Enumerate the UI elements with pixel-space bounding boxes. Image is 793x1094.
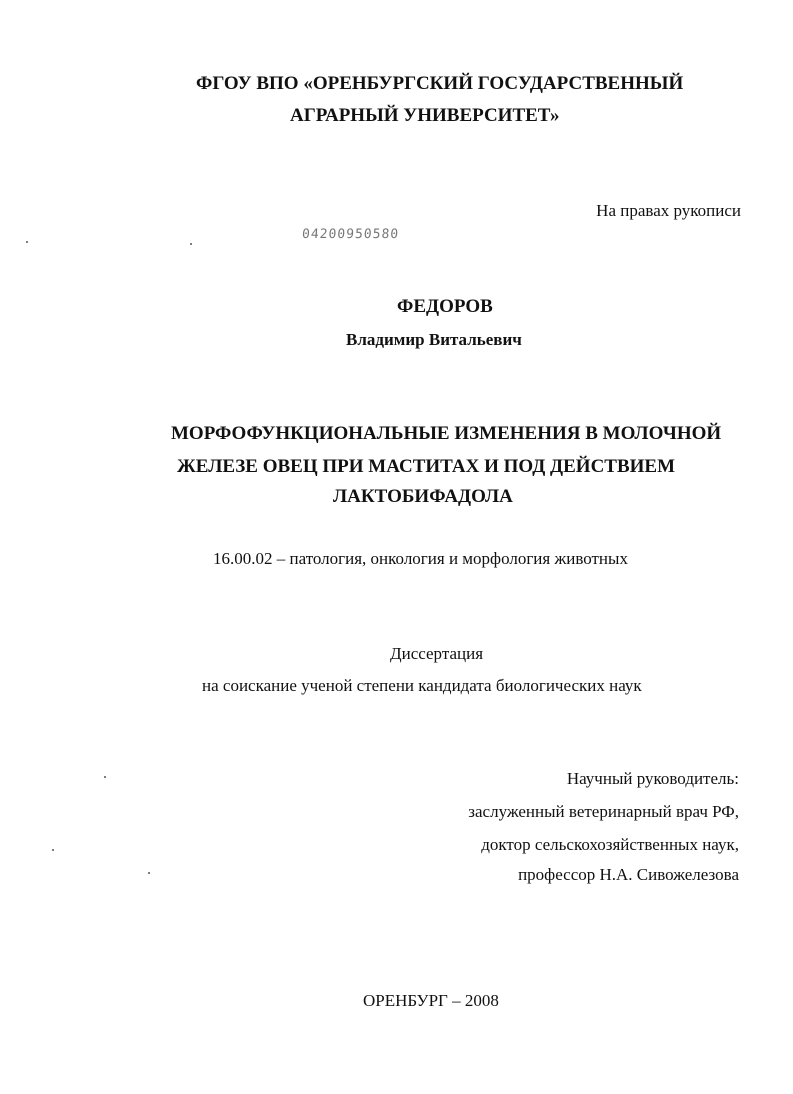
library-stamp-number: 04200950580 <box>301 227 400 242</box>
supervisor-honorary-title: заслуженный ветеринарный врач РФ, <box>468 802 739 821</box>
supervisor-name: профессор Н.А. Сивожелезова <box>518 865 739 884</box>
author-surname: ФЕДОРОВ <box>397 296 493 317</box>
thesis-title-line3: ЛАКТОБИФАДОЛА <box>333 486 513 507</box>
supervisor-academic-degree: доктор сельскохозяйственных наук, <box>481 835 739 854</box>
scan-speck <box>190 243 192 245</box>
specialty-code: 16.00.02 – патология, онкология и морфология животных <box>213 549 628 568</box>
city-and-year: ОРЕНБУРГ – 2008 <box>363 991 499 1010</box>
scan-speck <box>52 849 54 851</box>
supervisor-label: Научный руководитель: <box>566 769 739 788</box>
scan-speck <box>104 776 106 778</box>
scan-speck <box>26 241 28 243</box>
author-given-names: Владимир Витальевич <box>346 330 522 349</box>
thesis-title-line1: МОРФОФУНКЦИОНАЛЬНЫЕ ИЗМЕНЕНИЯ В МОЛОЧНОЙ <box>171 423 722 444</box>
degree-sought: на соискание ученой степени кандидата биологических наук <box>202 676 642 695</box>
scan-speck <box>148 872 150 874</box>
organization-name-line1: ФГОУ ВПО «ОРЕНБУРГСКИЙ ГОСУДАРСТВЕННЫЙ <box>196 73 684 94</box>
manuscript-rights-note: На правах рукописи <box>596 201 741 220</box>
thesis-title-line2: ЖЕЛЕЗЕ ОВЕЦ ПРИ МАСТИТАХ И ПОД ДЕЙСТВИЕМ <box>177 456 676 477</box>
document-type: Диссертация <box>390 644 484 663</box>
organization-name-line2: АГРАРНЫЙ УНИВЕРСИТЕТ» <box>290 105 560 126</box>
